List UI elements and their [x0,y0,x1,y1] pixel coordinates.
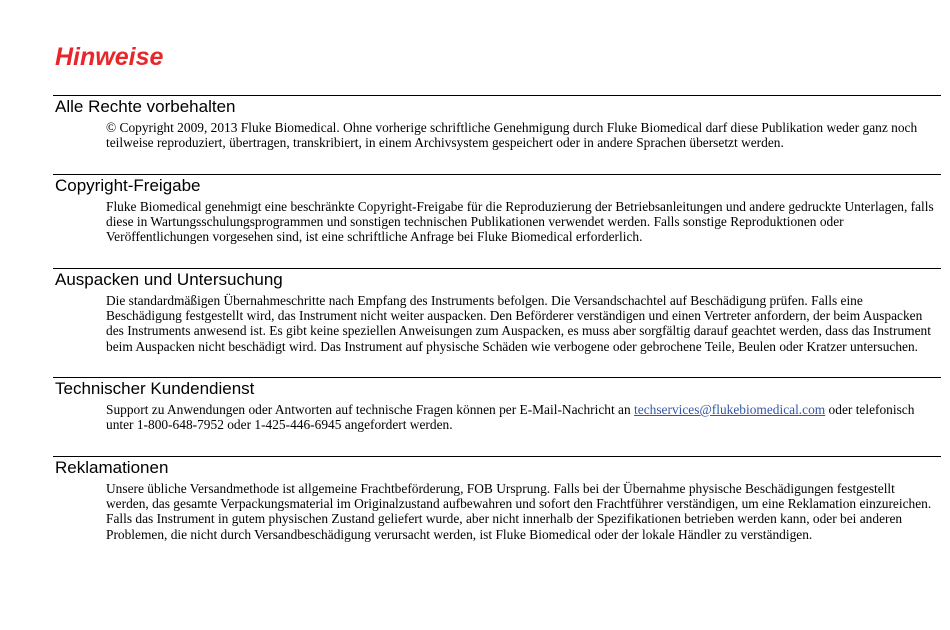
section-body: © Copyright 2009, 2013 Fluke Biomedical. Ohne vorherige schriftliche Genehmigung durch Fluke Biomedical darf diese Publikation weder ganz noch teilweise reproduziert, übertragen, transkribiert, in einem Archivsystem gespeichert oder in andere Sprachen übersetzt werden. [106,120,918,151]
section-claims [53,456,941,542]
section-body: Fluke Biomedical genehmigt eine beschränkte Copyright-Freigabe für die Reproduzierung der Betriebsanleitungen und andere gedruckte Unterlagen, falls diese in Wartungsschulungsprogrammen und sonstigen technischen Publikationen verwendet werden. Falls sonstige Reproduktionen oder Veröffentlichungen vorgesehen sind, ist eine schriftliche Anfrage bei Fluke Biomedical erforderlich. [106,199,934,245]
support-text-after: oder telefonisch unter 1-800-648-7952 oder 1-425-446-6945 angefordert werden. [106,402,915,433]
support-text-before: Support zu Anwendungen oder Antworten auf technische Fragen können per E-Mail-Nachricht an [106,402,635,417]
page-title: Hinweise [55,43,164,71]
section-technical-support [53,377,941,432]
section-heading: Reklamationen [55,458,169,477]
section-copyright-release [53,174,941,245]
section-body: Unsere übliche Versandmethode ist allgemeine Frachtbeförderung, FOB Ursprung. Falls bei der Übernahme physische Beschädigungen festgestellt werden, das gesamte Verpackungsmaterial im Originalzustand aufbewahren und sofort den Frachtführer verständigen, um eine Reklamation einzureichen. Falls das Instrument in gutem physischen Zustand geliefert wurde, aber nicht innerhalb der Spezifikationen betrieben werden kann, oder bei anderen Problemen, die nicht durch Versandbeschädigung verursacht werden, ist Fluke Biomedical oder der lokale Händler zu verständigen. [106,481,932,542]
section-body [106,402,936,432]
section-rights-reserved [53,95,941,150]
section-heading: Alle Rechte vorbehalten [55,97,236,116]
section-heading: Copyright-Freigabe [55,176,201,195]
section-heading: Auspacken und Untersuchung [55,270,283,289]
section-heading: Technischer Kundendienst [55,379,255,398]
section-unpacking-inspection [53,268,941,354]
support-email-link[interactable]: techservices@flukebiomedical.com [634,402,826,417]
section-body: Die standardmäßigen Übernahmeschritte nach Empfang des Instruments befolgen. Die Versandschachtel auf Beschädigung prüfen. Falls eine Beschädigung festgestellt wird, das Instrument nicht weiter auspacken. Den Beförderer verständigen und einen Vertreter anfordern, der beim Auspacken des Instruments anwesend ist. Es gibt keine speziellen Anweisungen zum Auspacken, es muss aber sorgfältig darauf geachtet werden, dass das Instrument beim Auspacken nicht beschädigt wird. Das Instrument auf physische Schäden wie verbogene oder gebrochene Teile, Beulen oder Kratzer untersuchen. [106,293,931,354]
